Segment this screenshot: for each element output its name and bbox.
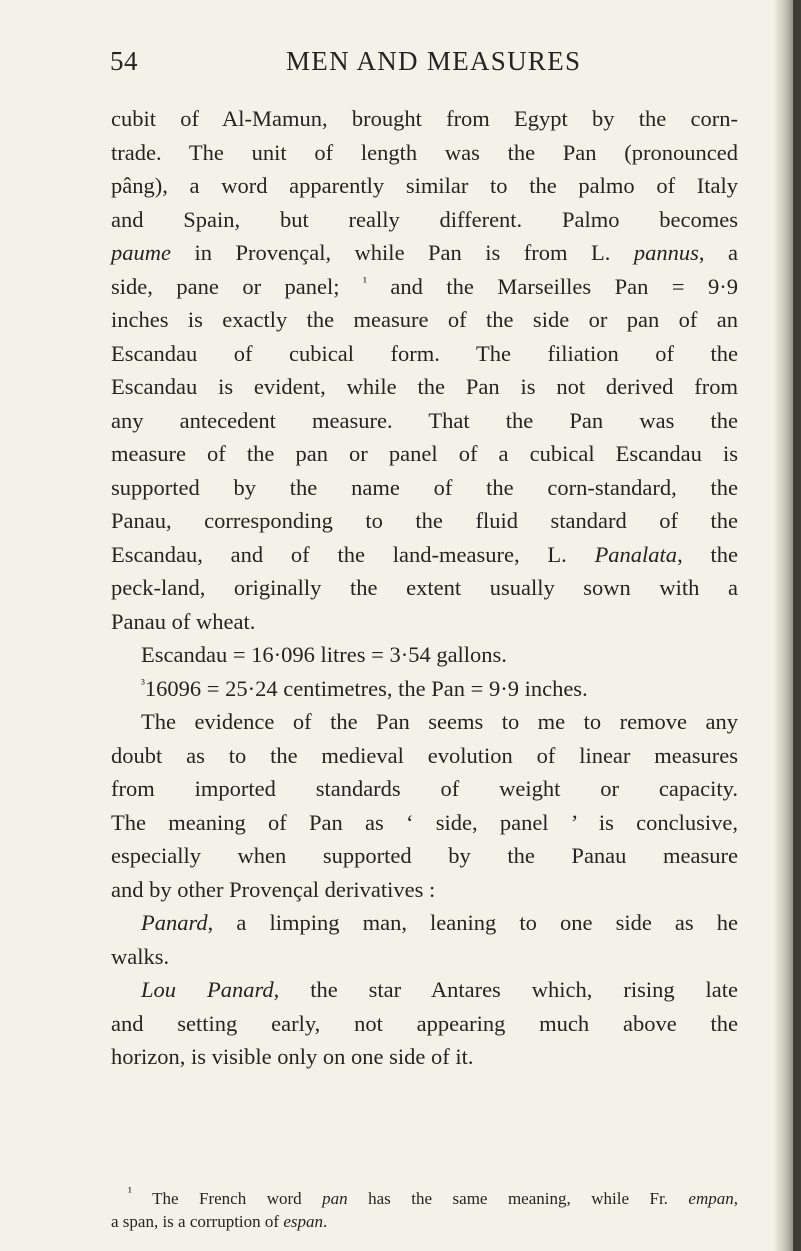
text-line-11: measure of the pan or panel of a cubical Escandau is	[111, 441, 738, 466]
text-line-14: Escandau, and of the land-measure, L. Panalata, the	[111, 541, 738, 567]
equation-cube-root: $^{^3}$16096 = 25·24 centimetres, the Pan = 9·9 inches.	[141, 675, 588, 701]
italic-term: espan	[283, 1212, 323, 1231]
equation-escandau: Escandau = 16·096 litres = 3·54 gallons.	[141, 642, 507, 667]
superscript-marker: ¹	[363, 273, 367, 289]
footnotes	[111, 1184, 738, 1233]
text-line-1: cubit of Al-Mamun, brought from Egypt by the corn-	[111, 106, 738, 131]
text-line-20: doubt as to the medieval evolution of linear measures	[111, 742, 738, 768]
running-title: MEN AND MEASURES	[286, 46, 582, 76]
italic-term: empan	[688, 1189, 734, 1208]
text-line-16: Panau of wheat.	[111, 608, 256, 634]
superscript-marker: ³	[141, 675, 145, 691]
text-line-28: and setting early, not appearing much above the	[111, 1010, 738, 1036]
text-line-6: side, pane or panel; $^{^1}$ and the Marseilles Pan = 9·9	[111, 273, 739, 299]
italic-term: pannus	[633, 240, 699, 265]
text-line-19: The evidence of the Pan seems to me to remove any	[141, 709, 738, 734]
footnote-line-2: a span, is a corruption of espan.	[111, 1212, 328, 1231]
text-line-12: supported by the name of the corn-standard, the	[111, 474, 738, 500]
text-line-26: walks.	[111, 943, 170, 969]
footnote-marker: ¹	[128, 1184, 132, 1199]
text-line-21: from imported standards of weight or capacity.	[111, 776, 738, 801]
text-line-8: Escandau of cubical form. The filiation of the	[111, 340, 738, 366]
italic-term: Lou Panard	[141, 977, 274, 1002]
text-line-10: any antecedent measure. That the Pan was the	[111, 407, 738, 433]
text-line-5: paume in Provençal, while Pan is from L. pannus, a	[111, 240, 738, 265]
running-head	[0, 46, 801, 86]
italic-term: Panard	[141, 910, 208, 935]
text-line-13: Panau, corresponding to the fluid standard of the	[111, 508, 738, 533]
footnote-line-1: $^{^1}$ The French word pan has the same meaning, while Fr. empan,	[128, 1184, 738, 1208]
text-line-15: peck-land, originally the extent usually sown with a	[111, 575, 738, 600]
binding-edge	[793, 0, 801, 1251]
italic-term: paume	[111, 240, 171, 265]
text-line-2: trade. The unit of length was the Pan (pronounced	[111, 139, 738, 165]
text-line-24: and by other Provençal derivatives :	[111, 876, 436, 902]
text-line-3: pâng), a word apparently similar to the palmo of Italy	[111, 173, 738, 198]
text-line-22: The meaning of Pan as ‘ side, panel ’ is conclusive,	[111, 809, 738, 835]
text-line-27: Lou Panard, the star Antares which, rising late	[141, 977, 739, 1002]
text-line-25: Panard, a limping man, leaning to one side as he	[141, 910, 738, 935]
text-line-4: and Spain, but really different. Palmo becomes	[111, 206, 738, 232]
italic-term: pan	[322, 1189, 348, 1208]
text-line-29: horizon, is visible only on one side of it.	[111, 1044, 474, 1069]
body-text	[111, 102, 738, 1074]
italic-term: Panalata	[594, 541, 678, 567]
page-number: 54	[110, 46, 138, 76]
text-line-23: especially when supported by the Panau measure	[111, 843, 738, 868]
text-line-7: inches is exactly the measure of the side or pan of an	[111, 307, 738, 332]
text-line-9: Escandau is evident, while the Pan is not derived from	[111, 374, 738, 399]
